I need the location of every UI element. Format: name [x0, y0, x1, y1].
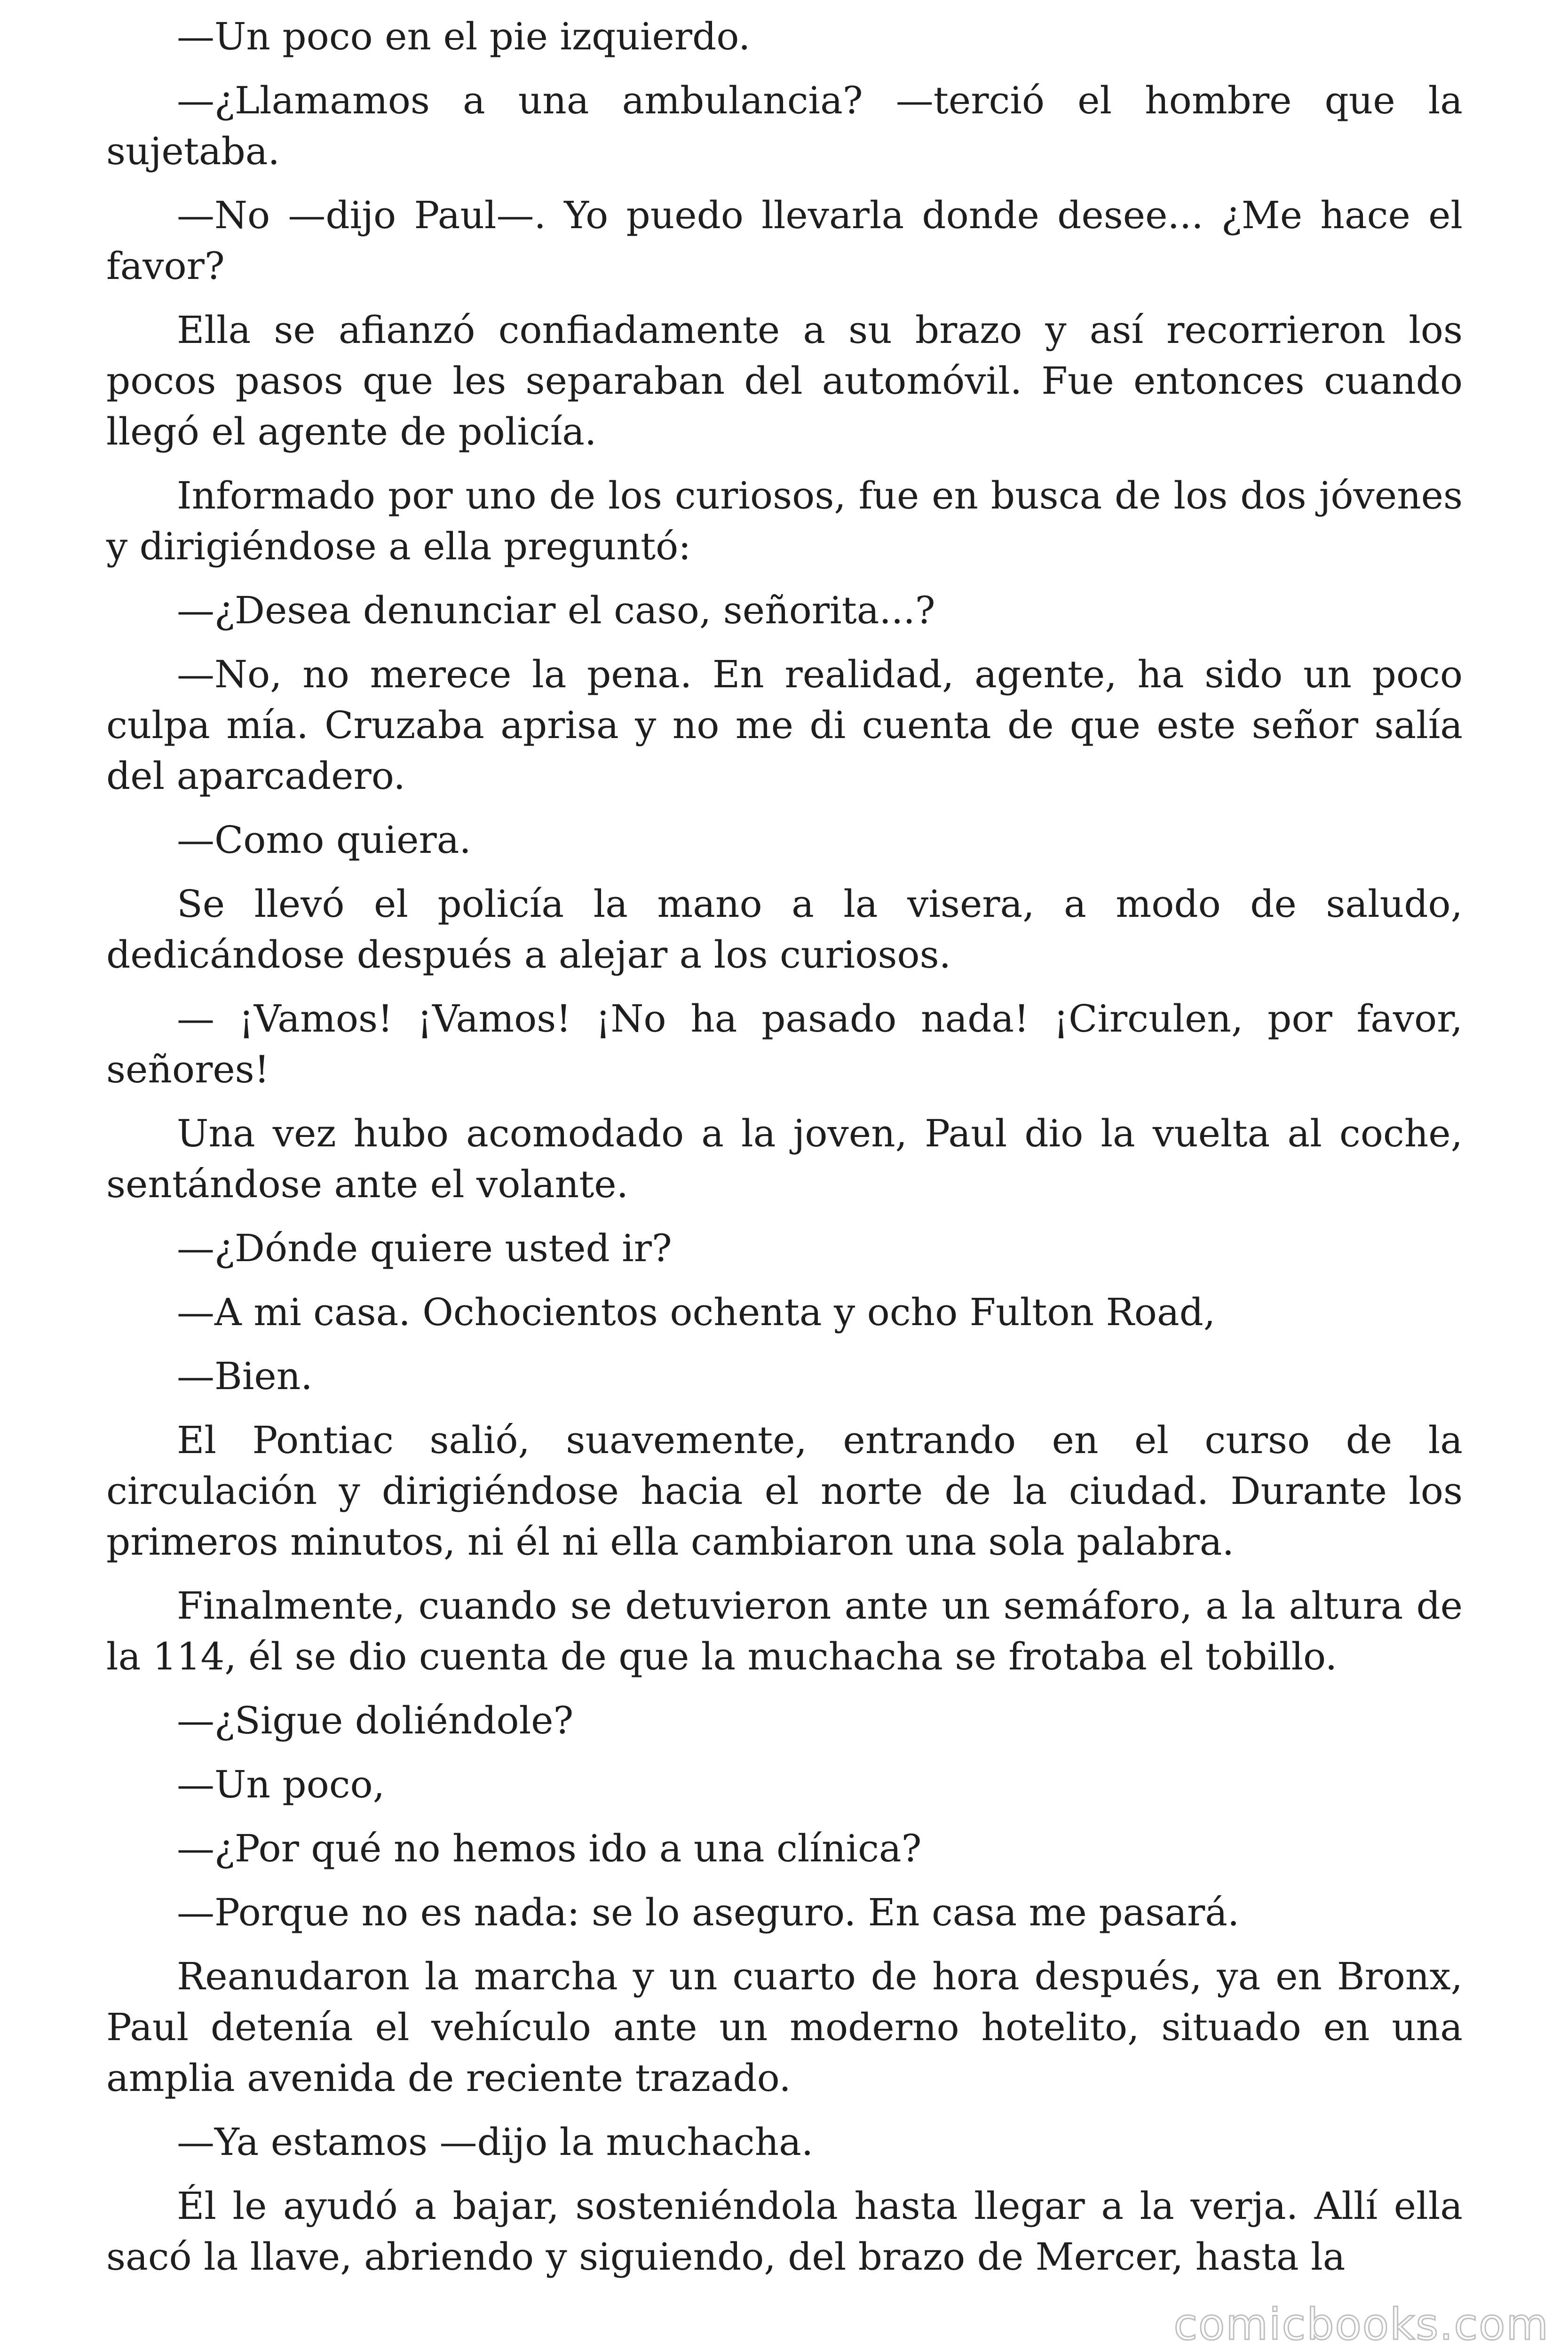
paragraph: Informado por uno de los curiosos, fue en busca de los dos jóvenes y dirigiéndose a ella preguntó:: [106, 474, 1463, 568]
watermark: comicbooks.com: [1173, 2299, 1549, 2350]
paragraph: —Ya estamos —dijo la muchacha.: [177, 2120, 814, 2164]
paragraph: — ¡Vamos! ¡Vamos! ¡No ha pasado nada! ¡Circulen, por favor, señores!: [106, 997, 1463, 1091]
paragraph: —A mi casa. Ochocientos ochenta y ocho Fulton Road,: [177, 1290, 1216, 1334]
paragraph: El Pontiac salió, suavemente, entrando en el curso de la circulación y dirigiéndose hacia el norte de la ciudad. Durante los primeros minutos, ni él ni ella cambiaron una sola palabra.: [106, 1418, 1463, 1564]
paragraph: —Porque no es nada: se lo aseguro. En casa me pasará.: [177, 1891, 1240, 1934]
body-text: [106, 11, 1463, 2296]
paragraph: —¿Sigue doliéndole?: [177, 1699, 574, 1742]
paragraph: —Un poco,: [177, 1763, 385, 1806]
paragraph: Él le ayudó a bajar, sosteniéndola hasta llegar a la verja. Allí ella sacó la llave, abriendo y siguiendo, del brazo de Mercer, hasta la: [106, 2184, 1463, 2279]
paragraph: —¿Dónde quiere usted ir?: [177, 1226, 672, 1270]
paragraph: —¿Llamamos a una ambulancia? —terció el hombre que la sujetaba.: [106, 79, 1463, 173]
paragraph: —Como quiera.: [177, 818, 471, 862]
paragraph: Finalmente, cuando se detuvieron ante un semáforo, a la altura de la 114, él se dio cuenta de que la muchacha se frotaba el tobillo.: [106, 1584, 1463, 1678]
paragraph: Reanudaron la marcha y un cuarto de hora después, ya en Bronx, Paul detenía el vehículo ante un moderno hotelito, situado en una amplia avenida de reciente trazado.: [106, 1955, 1463, 2100]
paragraph: Ella se afianzó confiadamente a su brazo y así recorrieron los pocos pasos que les separaban del automóvil. Fue entonces cuando llegó el agente de policía.: [106, 308, 1463, 453]
paragraph: —No —dijo Paul—. Yo puedo llevarla donde desee... ¿Me hace el favor?: [106, 193, 1463, 288]
paragraph: —Un poco en el pie izquierdo.: [177, 15, 751, 58]
paragraph: Se llevó el policía la mano a la visera, a modo de saludo, dedicándose después a alejar a los curiosos.: [106, 882, 1463, 977]
paragraph: —Bien.: [177, 1354, 313, 1398]
paragraph: —¿Desea denunciar el caso, señorita...?: [177, 588, 935, 632]
paragraph: —¿Por qué no hemos ido a una clínica?: [177, 1827, 922, 1870]
paragraph: —No, no merece la pena. En realidad, agente, ha sido un poco culpa mía. Cruzaba aprisa y no me di cuenta de que este señor salía del aparcadero.: [106, 652, 1463, 798]
paragraph: Una vez hubo acomodado a la joven, Paul dio la vuelta al coche, sentándose ante el volante.: [106, 1112, 1463, 1206]
